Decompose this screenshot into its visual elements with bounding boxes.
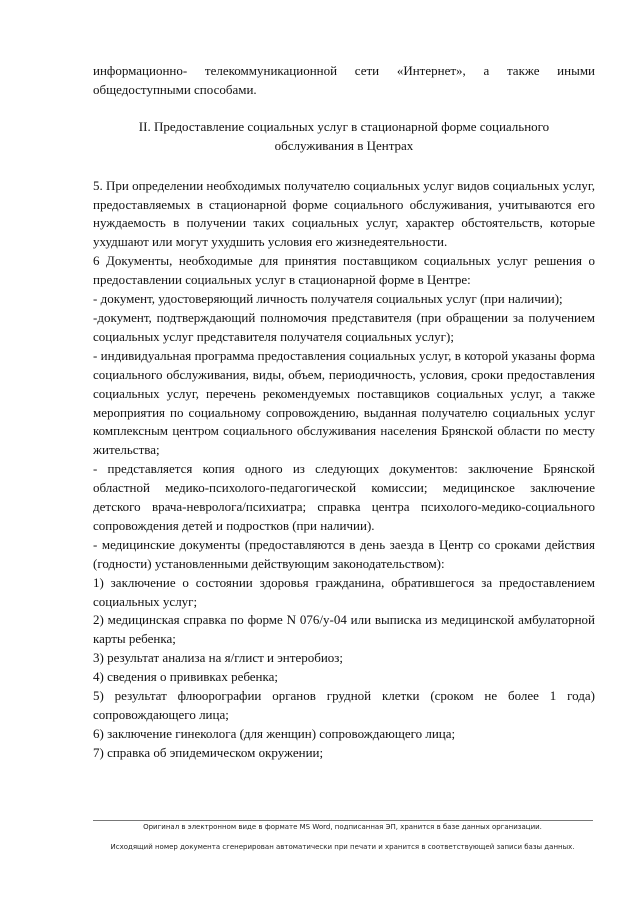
list-item-gynecologist: 6) заключение гинеколога (для женщин) сопровождающего лица; bbox=[93, 725, 456, 741]
list-item-medical-certificate: 2) медицинская справка по форме N 076/у-04 или выписка из медицинской амбулаторной карты ребенка; bbox=[93, 612, 595, 647]
paragraph-item-5: 5. При определении необходимых получателю социальных услуг видов социальных услуг, предоставляемых в стационарной форме социального обслуживания, учитываются его нуждаемость в получении таких социальных услуг, характер обстоятельств, которые ухудшают или могут ухудшить условия его жизнедеятельности. bbox=[93, 177, 595, 250]
footer-note-outgoing-number: Исходящий номер документа сгенерирован автоматически при печати и хранится в соответствующей записи базы данных. bbox=[110, 843, 575, 851]
section-heading bbox=[93, 118, 595, 156]
footer-divider bbox=[93, 820, 593, 821]
section-heading-line2: обслуживания в Центрах bbox=[274, 137, 414, 153]
list-item-health-conclusion: 1) заключение о состоянии здоровья гражданина, обратившегося за предоставлением социальных услуг; bbox=[93, 574, 595, 609]
list-item-commission-copy: - представляется копия одного из следующих документов: заключение Брянской областной медико-психолого-педагогической комиссии; медицинское заключение детского врача-невролога/психиатра; справка центра психолого-медико-социального сопровождения детей и подростков (при наличии). bbox=[93, 461, 595, 533]
list-item-vaccinations: 4) сведения о прививках ребенка; bbox=[93, 669, 279, 685]
list-item-individual-program: - индивидуальная программа предоставления социальных услуг, в которой указаны форма социального обслуживания, виды, объем, периодичность, условия, сроки предоставления социальных услуг, перечень рекомендуемых поставщиков социальных услуг, а также мероприятия по социальному сопровождению, выданная получателю социальных услуг комплексным центром социального обслуживания населения Брянской области по месту жительства; bbox=[93, 347, 595, 458]
list-item-analysis-result: 3) результат анализа на я/глист и энтеробиоз; bbox=[93, 650, 344, 666]
list-item-representative-document: -документ, подтверждающий полномочия представителя (при обращении за получением социальных услуг представителя получателя социальных услуг); bbox=[93, 309, 595, 344]
paragraph-item-6: 6 Документы, необходимые для принятия поставщиком социальных услуг решения о предоставлении социальных услуг в стационарной форме в Центре: bbox=[93, 253, 595, 288]
list-item-identity-document: - документ, удостоверяющий личность получателя социальных услуг (при наличии); bbox=[93, 291, 563, 307]
intro-paragraph: информационно- телекоммуникационной сети «Интернет», а также иными общедоступными способами. bbox=[93, 63, 595, 97]
list-item-epidemic-certificate: 7) справка об эпидемическом окружении; bbox=[93, 744, 324, 760]
list-item-medical-documents: - медицинские документы (предоставляются в день заезда в Центр со сроками действия (годности) установленными действующим законодательством): bbox=[93, 536, 595, 571]
footer-note-original: Оригинал в электронном виде в формате MS Word, подписанная ЭП, хранится в базе данных организации. bbox=[143, 823, 542, 831]
section-heading-line1: II. Предоставление социальных услуг в стационарной форме социального bbox=[138, 118, 550, 134]
document-body bbox=[93, 62, 595, 763]
list-item-fluorography: 5) результат флюорографии органов грудной клетки (сроком не более 1 года) сопровождающего лица; bbox=[93, 688, 595, 722]
